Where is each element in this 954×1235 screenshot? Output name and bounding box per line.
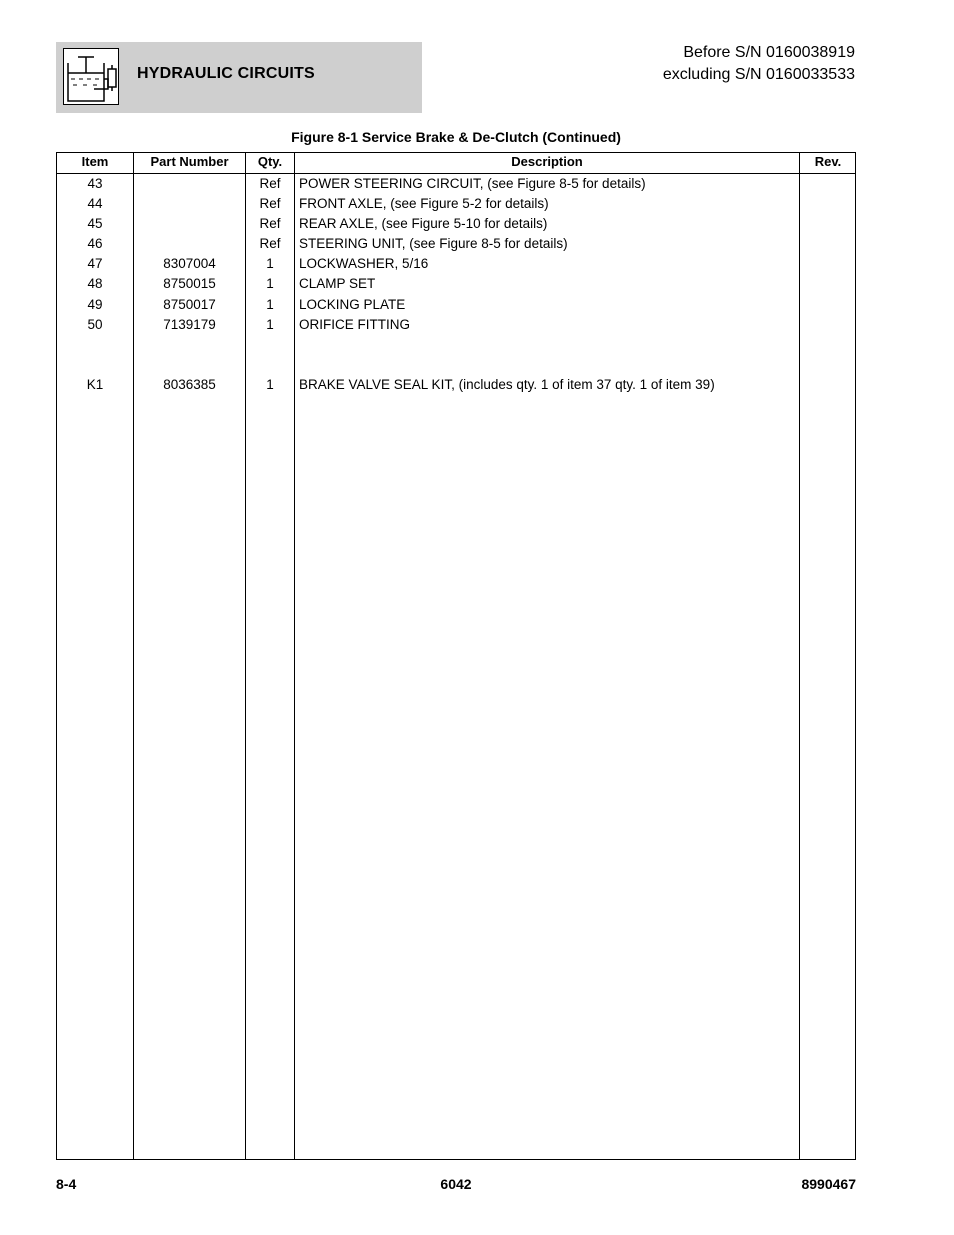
cell-description: POWER STEERING CIRCUIT, (see Figure 8-5 for details) [299, 176, 646, 191]
cell-description: BRAKE VALVE SEAL KIT, (includes qty. 1 of item 37 qty. 1 of item 39) [299, 376, 715, 392]
hydraulic-circuit-icon [63, 48, 119, 105]
table-row [57, 315, 855, 335]
cell-description: CLAMP SET [299, 276, 376, 292]
section-title: HYDRAULIC CIRCUITS [137, 65, 315, 82]
column-header-rev: Rev. [814, 154, 842, 169]
table-row [57, 355, 855, 375]
cell-description: ORIFICE FITTING [299, 316, 410, 332]
cell-item: 45 [87, 216, 103, 232]
table-row [57, 194, 855, 214]
model-number: 6042 [440, 1176, 472, 1192]
cell-description: STEERING UNIT, (see Figure 8-5 for details) [299, 236, 568, 252]
column-header-item: Item [81, 154, 109, 169]
cell-qty: 1 [266, 296, 274, 312]
cell-qty: Ref [259, 176, 281, 191]
cell-item: 49 [87, 296, 103, 312]
cell-qty: 1 [266, 316, 274, 332]
cell-qty: 1 [266, 256, 274, 272]
figure-title: Figure 8-1 Service Brake & De-Clutch (Continued) [291, 129, 621, 145]
cell-part-number: 8750017 [163, 296, 216, 312]
cell-description: FRONT AXLE, (see Figure 5-2 for details) [299, 196, 549, 212]
cell-item: 50 [87, 316, 103, 332]
cell-qty: Ref [259, 196, 281, 212]
cell-description: REAR AXLE, (see Figure 5-10 for details) [299, 216, 548, 232]
cell-item: 43 [87, 176, 103, 191]
table-row [57, 295, 855, 315]
cell-item: 44 [87, 196, 103, 212]
cell-item: 46 [87, 236, 103, 252]
cell-item: 47 [87, 256, 103, 272]
table-row [57, 214, 855, 234]
column-header-qty: Qty. [257, 154, 283, 169]
cell-description: LOCKING PLATE [299, 296, 406, 312]
table-row [57, 254, 855, 274]
column-header-part-number: Part Number [150, 154, 229, 169]
cell-qty: Ref [259, 216, 281, 232]
serial-line-2: excluding S/N 0160033533 [662, 66, 855, 83]
cell-description: LOCKWASHER, 5/16 [299, 256, 429, 272]
table-row [57, 375, 855, 395]
cell-part-number: 8750015 [163, 276, 216, 292]
serial-range [663, 42, 855, 86]
cell-item: K1 [86, 376, 104, 392]
cell-qty: Ref [259, 236, 281, 252]
cell-part-number: 7139179 [163, 316, 216, 332]
table-row [57, 174, 855, 194]
table-row [57, 274, 855, 294]
table-body [57, 174, 855, 395]
column-header-description: Description [511, 154, 583, 169]
page-number: 8-4 [56, 1176, 77, 1192]
serial-line-1: Before S/N 0160038919 [683, 44, 855, 61]
table-row [57, 335, 855, 355]
cell-item: 48 [87, 276, 103, 292]
table-row [57, 234, 855, 254]
cell-qty: 1 [266, 376, 274, 392]
cell-qty: 1 [266, 276, 274, 292]
cell-part-number: 8307004 [163, 256, 216, 272]
parts-table [56, 152, 856, 1160]
document-number: 8990467 [801, 1176, 856, 1192]
cell-part-number: 8036385 [163, 376, 216, 392]
